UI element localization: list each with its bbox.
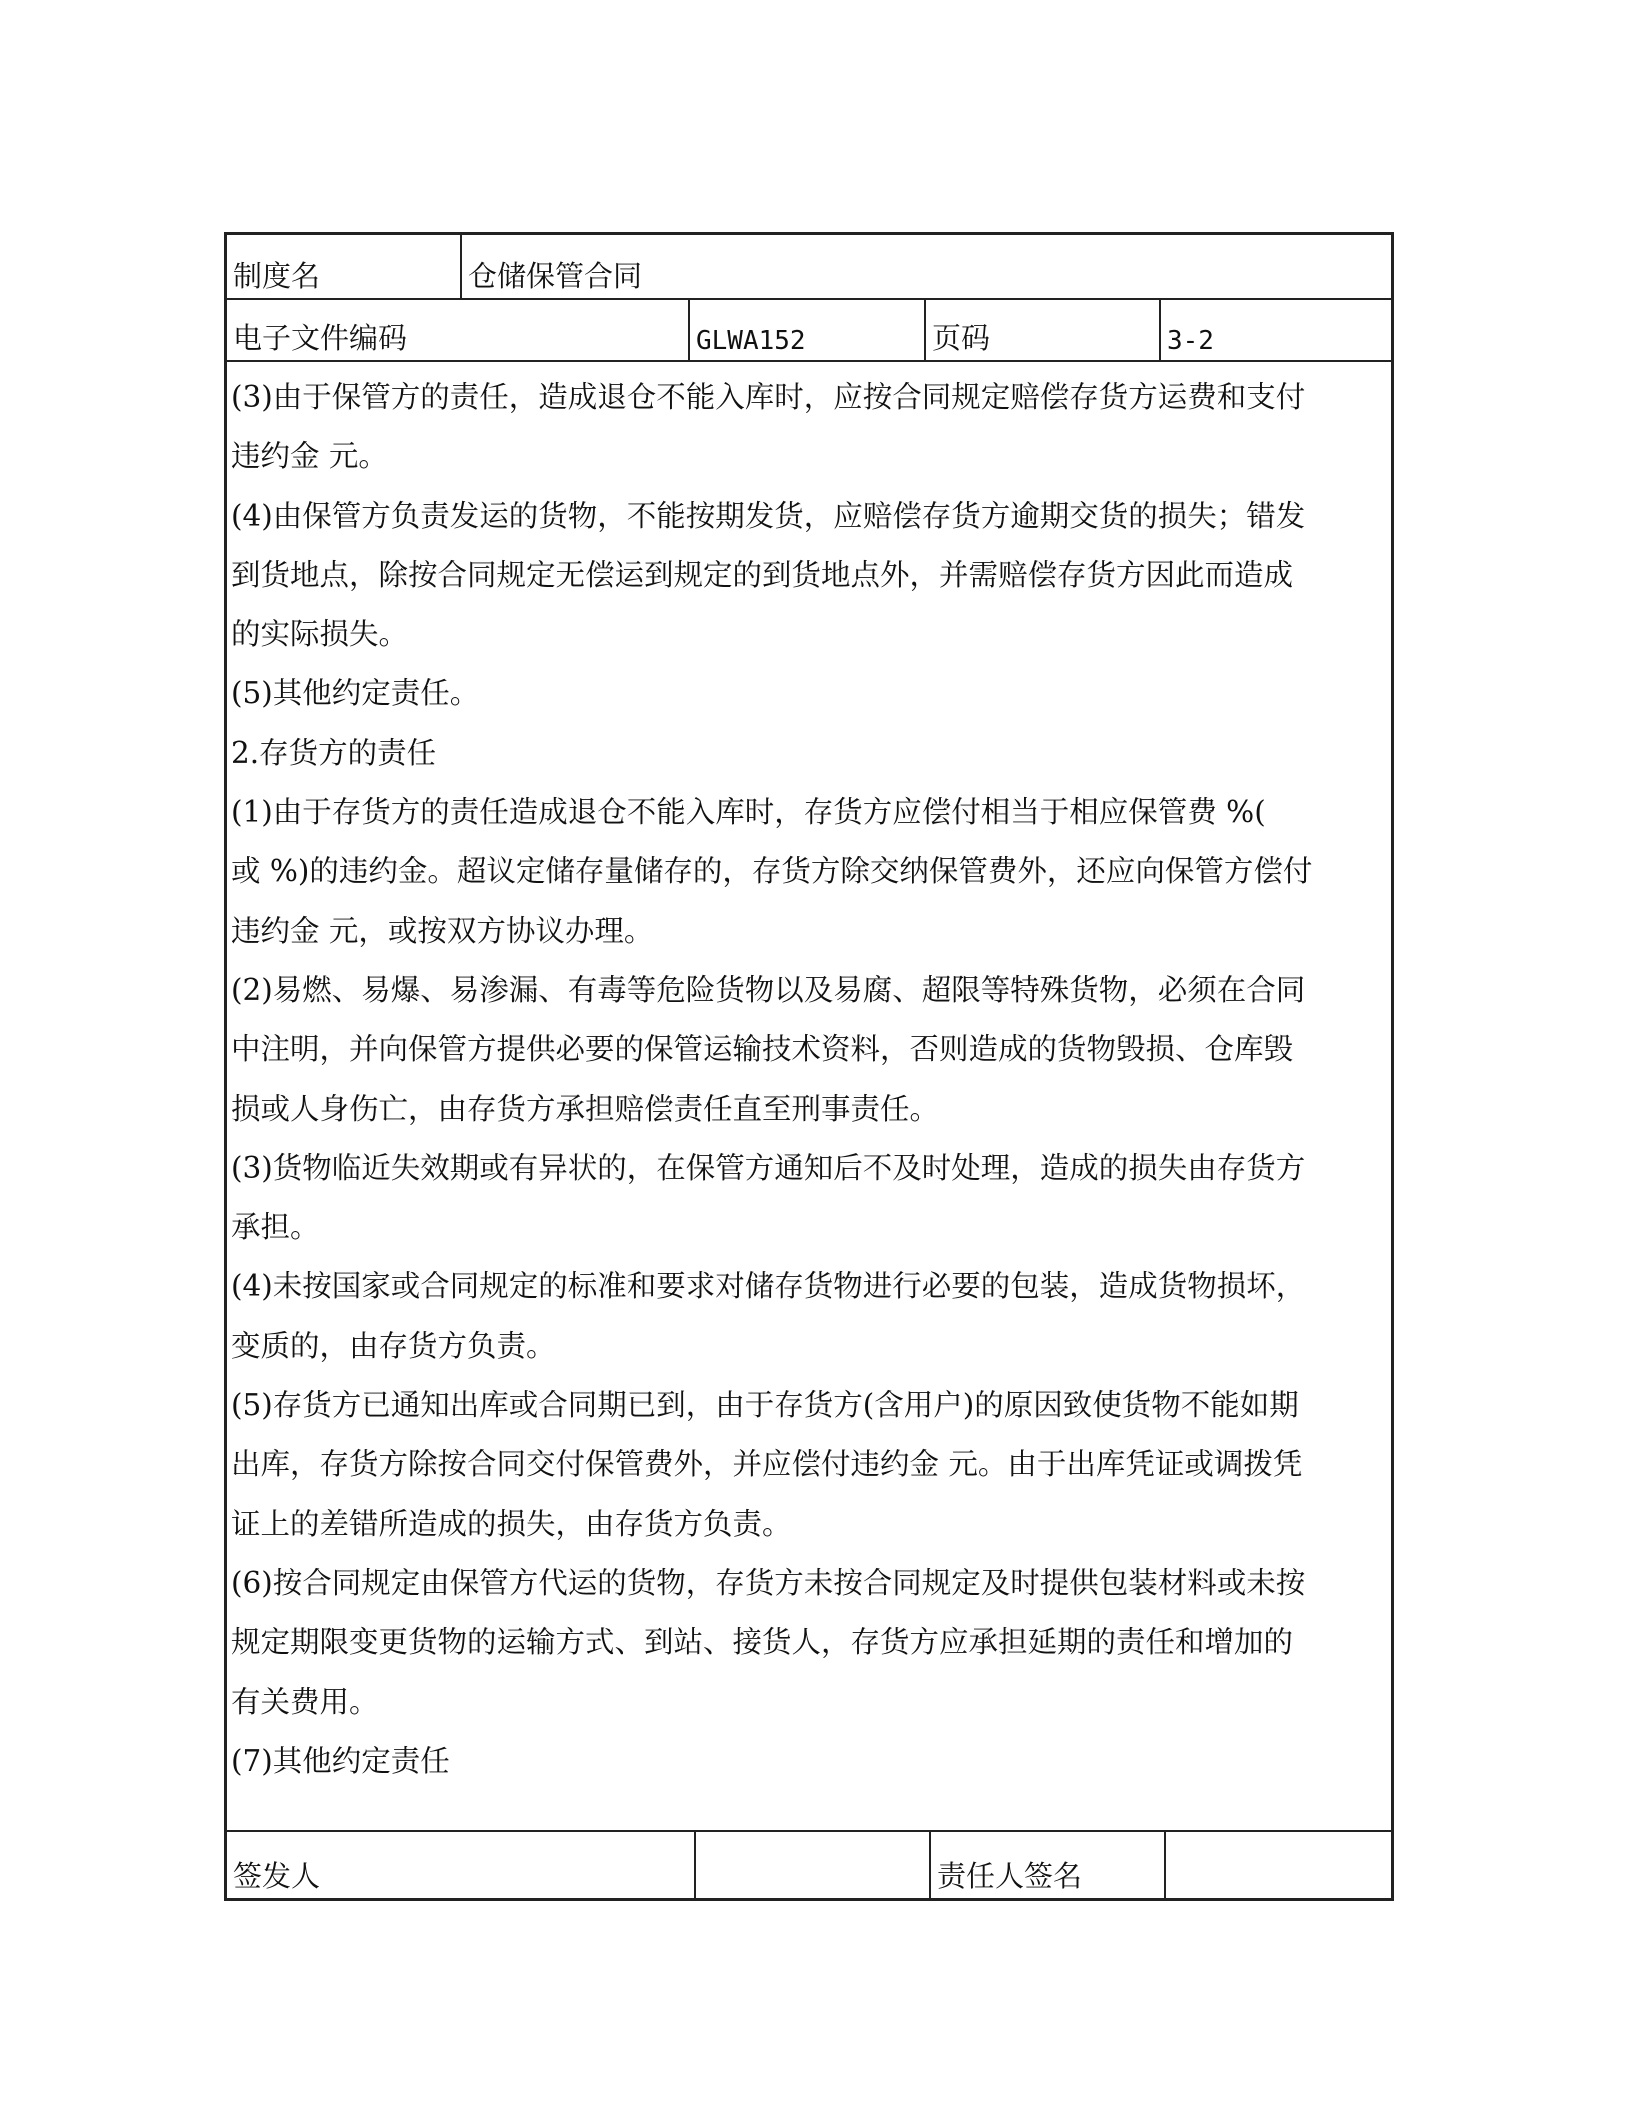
file-code-label: 电子文件编码 xyxy=(227,300,690,360)
header-row-code xyxy=(227,300,1391,362)
body-line: 承担。 xyxy=(231,1210,320,1245)
responsible-signature-field[interactable] xyxy=(1166,1832,1391,1898)
file-code-value: GLWA152 xyxy=(690,300,926,360)
issuer-label: 签发人 xyxy=(227,1832,696,1898)
section-heading: 2.存货方的责任 xyxy=(231,735,437,770)
body-line: 证上的差错所造成的损失，由存货方负责。 xyxy=(231,1506,792,1541)
issuer-signature-field[interactable] xyxy=(696,1832,931,1898)
body-line: 违约金 元。 xyxy=(231,439,388,474)
body-line: (2)易燃、易爆、易渗漏、有毒等危险货物以及易腐、超限等特殊货物，必须在合同 xyxy=(231,972,1306,1007)
system-name-value: 仓储保管合同 xyxy=(468,259,643,293)
document-table xyxy=(224,232,1394,1901)
body-line: 或 %)的违约金。超议定储存量储存的，存货方除交纳保管费外，还应向保管方偿付 xyxy=(231,854,1313,889)
page-value: 3-2 xyxy=(1167,326,1214,356)
body-line: (7)其他约定责任 xyxy=(231,1743,450,1778)
body-line: 有关费用。 xyxy=(231,1684,379,1719)
body-line: (3)货物临近失效期或有异状的，在保管方通知后不及时处理，造成的损失由存货方 xyxy=(231,1150,1306,1185)
body-line: 到货地点，除按合同规定无偿运到规定的到货地点外，并需赔偿存货方因此而造成 xyxy=(231,557,1294,592)
body-line: 变质的，由存货方负责。 xyxy=(231,1328,556,1363)
responsible-label: 责任人签名 xyxy=(931,1832,1166,1898)
body-line: (5)存货方已通知出库或合同期已到，由于存货方(含用户)的原因致使货物不能如期 xyxy=(231,1388,1299,1423)
body-line: (4)由保管方负责发运的货物，不能按期发货，应赔偿存货方逾期交货的损失；错发 xyxy=(231,498,1306,533)
body-line: (1)由于存货方的责任造成退仓不能入库时，存货方应偿付相当于相应保管费 %( xyxy=(231,795,1266,830)
body-line: (6)按合同规定由保管方代运的货物，存货方未按合同规定及时提供包装材料或未按 xyxy=(231,1565,1306,1600)
contract-body xyxy=(227,362,1391,1832)
body-line: 违约金 元，或按双方协议办理。 xyxy=(231,913,654,948)
body-line: 损或人身伤亡，由存货方承担赔偿责任直至刑事责任。 xyxy=(231,1091,940,1126)
body-line: 中注明，并向保管方提供必要的保管运输技术资料，否则造成的货物毁损、仓库毁 xyxy=(231,1032,1294,1067)
body-line: 的实际损失。 xyxy=(231,617,409,652)
system-name-label: 制度名 xyxy=(227,235,462,298)
body-line: 规定期限变更货物的运输方式、到站、接货人，存货方应承担延期的责任和增加的 xyxy=(231,1625,1294,1660)
page-label: 页码 xyxy=(926,300,1161,360)
body-line: (5)其他约定责任。 xyxy=(231,676,480,711)
body-line: 出库，存货方除按合同交付保管费外，并应偿付违约金 元。由于出库凭证或调拨凭 xyxy=(231,1447,1303,1482)
body-line: (4)未按国家或合同规定的标准和要求对储存货物进行必要的包装，造成货物损坏， xyxy=(231,1269,1306,1304)
footer-row xyxy=(227,1832,1391,1898)
body-line: (3)由于保管方的责任，造成退仓不能入库时，应按合同规定赔偿存货方运费和支付 xyxy=(231,380,1306,414)
header-row-title xyxy=(227,235,1391,300)
